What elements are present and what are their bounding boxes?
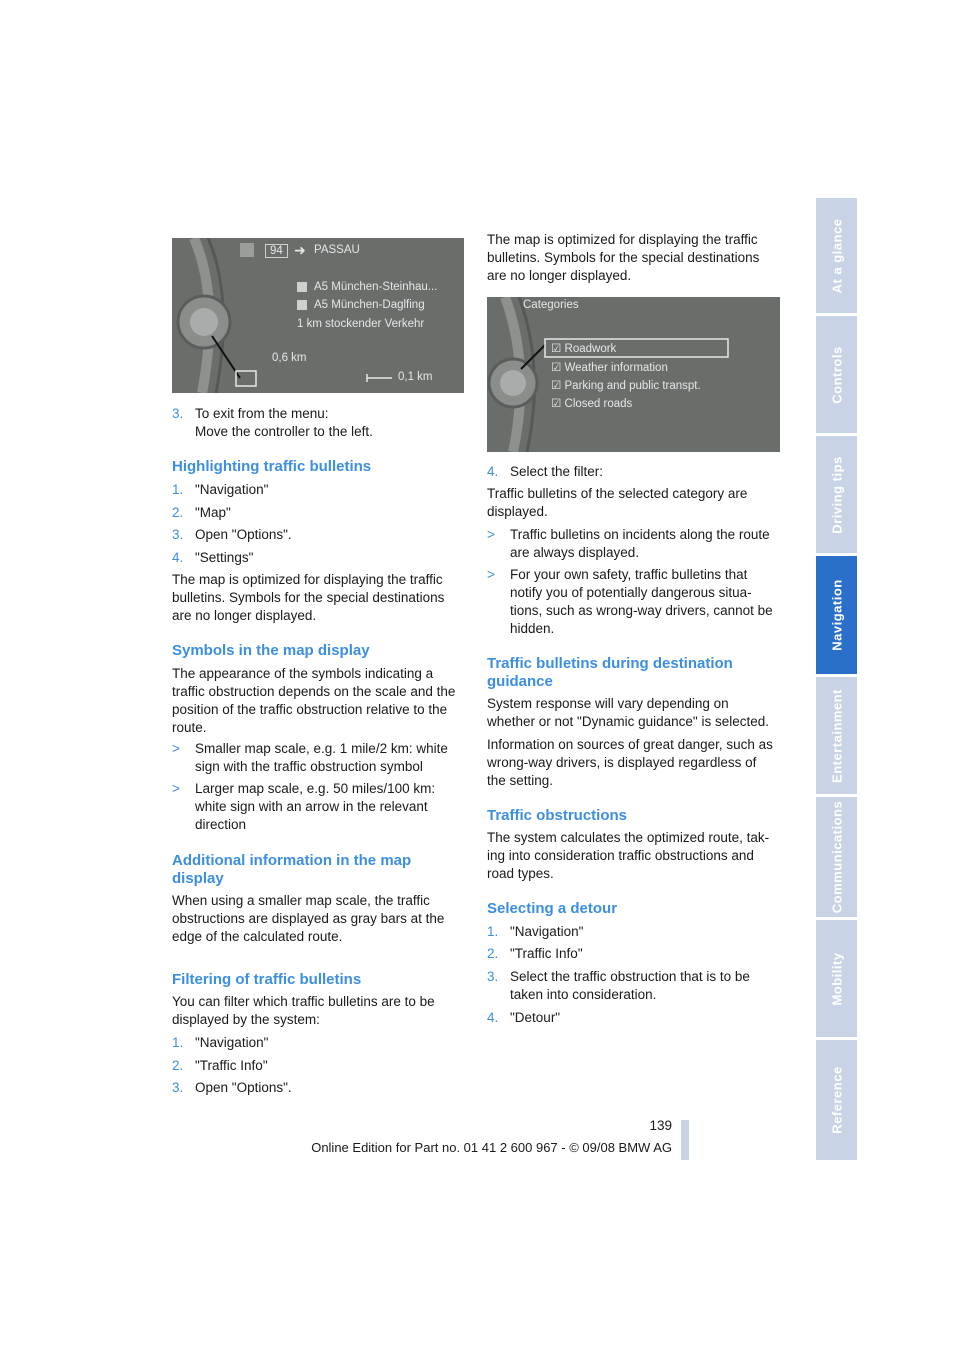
step-number: 4. (487, 464, 499, 479)
bullet-item (487, 566, 780, 638)
text-line: displayed. (487, 504, 548, 519)
text-line: obstructions are displayed as gray bars at the (172, 911, 445, 926)
step-text: "Traffic Info" (510, 946, 583, 961)
text-line: direction (195, 817, 247, 832)
map-display-screenshot (172, 238, 464, 393)
traffic-line-2: A5 München-Daglfing (314, 299, 425, 311)
tab-label: Driving tips (829, 455, 844, 534)
step-number: 4. (487, 1010, 499, 1025)
heading-additional (172, 852, 411, 888)
tab-reference[interactable] (816, 1040, 857, 1160)
step-number: 2. (487, 946, 499, 961)
heading-guidance (487, 655, 733, 691)
bullet-item (172, 740, 464, 776)
text-line: are no longer displayed. (487, 268, 632, 283)
text-line: bulletins. Symbols for the special destinations (487, 250, 760, 265)
list-item (172, 1034, 464, 1052)
text-line: displayed by the system: (172, 1012, 320, 1027)
text-line: You can filter which traffic bulletins are to be (172, 994, 435, 1009)
text-line: For your own safety, traffic bulletins that (510, 567, 748, 582)
tab-controls[interactable] (816, 316, 857, 433)
bullet-item (172, 780, 464, 834)
text-line: System response will vary depending on (487, 696, 729, 711)
category-item[interactable] (551, 396, 632, 410)
paragraph (172, 571, 444, 625)
heading-highlighting: Highlighting traffic bulletins (172, 458, 372, 475)
text-line: Traffic bulletins of the selected category are (487, 486, 748, 501)
checkbox-icon: ☑ (551, 362, 562, 374)
tab-label: Communications (829, 800, 844, 914)
category-item[interactable] (551, 360, 668, 374)
step-text: "Settings" (195, 550, 254, 565)
arrow-right-icon: ➜ (294, 242, 306, 258)
step-number: 1. (172, 1035, 184, 1050)
heading-filtering: Filtering of traffic bulletins (172, 971, 362, 988)
paragraph (487, 485, 747, 521)
heading-obstructions: Traffic obstructions (487, 807, 628, 824)
footer-marker (681, 1120, 689, 1160)
step-number: 3. (172, 527, 184, 542)
heading-detour: Selecting a detour (487, 900, 618, 917)
step-text: Select the traffic obstruction that is to be (510, 969, 750, 984)
checkbox-icon: ☑ (551, 380, 562, 392)
text-line: hidden. (510, 621, 555, 636)
paragraph (172, 892, 444, 946)
text-line: route. (172, 720, 207, 735)
tab-label: Mobility (829, 951, 844, 1006)
step-text: "Navigation" (195, 1035, 269, 1050)
step-text: "Detour" (510, 1010, 561, 1025)
text-line: bulletins. Symbols for the special destinations (172, 590, 445, 605)
list-item (172, 481, 464, 499)
text-line: sign with the traffic obstruction symbol (195, 759, 423, 774)
list-item (487, 968, 780, 1004)
paragraph (172, 665, 455, 737)
text-line: tions, such as wrong-way drivers, cannot be (510, 603, 773, 618)
text-line: wrong-way drivers, is displayed regardless of (487, 755, 757, 770)
step-text: "Navigation" (510, 924, 584, 939)
step-number: 1. (172, 482, 184, 497)
step-text: Open "Options". (195, 527, 292, 542)
category-item[interactable] (551, 378, 701, 392)
step-number: 3. (172, 406, 184, 421)
heading-line: Traffic bulletins during destination (487, 655, 733, 672)
text-line: Traffic bulletins on incidents along the route (510, 527, 770, 542)
text-line: The appearance of the symbols indicating a (172, 666, 434, 681)
page-number: 139 (649, 1118, 672, 1133)
heading-line: guidance (487, 673, 553, 690)
step-text: "Traffic Info" (195, 1058, 268, 1073)
step-subtext: taken into consideration. (510, 987, 657, 1002)
heading-symbols: Symbols in the map display (172, 642, 370, 659)
paragraph (487, 829, 769, 883)
heading-line: Additional information in the map (172, 852, 412, 869)
list-item (172, 526, 464, 544)
list-item (172, 1079, 464, 1097)
step-number: 3. (487, 969, 499, 984)
text-line: The map is optimized for displaying the traffic (172, 572, 443, 587)
paragraph (487, 695, 769, 731)
scale-label: 0,1 km (398, 371, 433, 383)
category-item[interactable] (551, 341, 616, 355)
step-text: "Map" (195, 505, 231, 520)
bullet-marker: > (172, 781, 180, 796)
text-line: ing into consideration traffic obstructions and (487, 848, 754, 863)
paragraph (487, 736, 773, 790)
text-line: traffic obstruction depends on the scale and the (172, 684, 456, 699)
step-text: To exit from the menu: (195, 406, 329, 421)
tab-label: Reference (829, 1066, 844, 1134)
step-number: 2. (172, 505, 184, 520)
list-item (172, 549, 464, 567)
tab-label: Navigation (829, 579, 844, 651)
text-line: The system calculates the optimized route, tak- (487, 830, 770, 845)
checkbox-icon: ☑ (551, 398, 562, 410)
text-line: When using a smaller map scale, the traffic (172, 893, 430, 908)
exit-step (172, 405, 464, 441)
categories-graphic (487, 297, 780, 452)
text-line: are no longer displayed. (172, 608, 317, 623)
tab-mobility[interactable] (816, 920, 857, 1037)
list-item (487, 1009, 780, 1027)
list-item (172, 504, 464, 522)
text-line: position of the traffic obstruction relative to the (172, 702, 448, 717)
text-line: are always displayed. (510, 545, 640, 560)
step-number: 2. (172, 1058, 184, 1073)
paragraph (487, 231, 759, 285)
list-item (487, 923, 780, 941)
paragraph (172, 993, 435, 1029)
text-line: Larger map scale, e.g. 50 miles/100 km: (195, 781, 436, 796)
bullet-marker: > (487, 527, 495, 542)
bullet-marker: > (172, 741, 180, 756)
text-line: road types. (487, 866, 554, 881)
tab-driving-tips[interactable] (816, 436, 857, 553)
text-line: the setting. (487, 773, 554, 788)
step-number: 1. (487, 924, 499, 939)
bullet-item (487, 526, 780, 562)
category-label: Closed roads (564, 398, 633, 410)
tab-communications[interactable] (816, 797, 857, 917)
traffic-line-3: 1 km stockender Verkehr (297, 318, 425, 330)
text-line: whether or not "Dynamic guidance" is selected. (487, 714, 769, 729)
bullet-marker: > (487, 567, 495, 582)
category-label: Weather information (564, 362, 668, 374)
checkbox-icon: ☑ (551, 343, 562, 355)
road-number: 94 (265, 244, 288, 258)
categories-screenshot (487, 297, 780, 452)
heading-line: display (172, 870, 224, 887)
step-text: Select the filter: (510, 464, 604, 479)
step-number: 4. (172, 550, 184, 565)
step-subtext: Move the controller to the left. (195, 424, 373, 439)
edition-footer: Online Edition for Part no. 01 41 2 600 967 - © 09/08 BMW AG (311, 1140, 672, 1155)
destination-label: PASSAU (314, 244, 360, 256)
text-line: notify you of potentially dangerous situa- (510, 585, 752, 600)
map-graphic (172, 238, 464, 393)
traffic-line-1: A5 München-Steinhau... (314, 281, 438, 293)
list-item (487, 463, 780, 481)
text-line: Smaller map scale, e.g. 1 mile/2 km: white (195, 741, 448, 756)
text-line: edge of the calculated route. (172, 929, 343, 944)
step-number: 3. (172, 1080, 184, 1095)
tab-at-a-glance[interactable] (816, 198, 857, 313)
text-line: The map is optimized for displaying the traffic (487, 232, 758, 247)
tab-label: Entertainment (829, 688, 844, 783)
tab-navigation[interactable] (816, 556, 857, 674)
category-label: Roadwork (564, 343, 617, 355)
categories-title: Categories (523, 299, 579, 311)
tab-label: Controls (829, 345, 844, 404)
step-text: Open "Options". (195, 1080, 292, 1095)
step-text: "Navigation" (195, 482, 269, 497)
category-label: Parking and public transpt. (564, 380, 701, 392)
distance-label: 0,6 km (272, 352, 307, 364)
list-item (487, 945, 780, 963)
text-line: Information on sources of great danger, such as (487, 737, 773, 752)
text-line: white sign with an arrow in the relevant (195, 799, 428, 814)
tab-entertainment[interactable] (816, 677, 857, 794)
tab-label: At a glance (829, 218, 844, 293)
list-item (172, 1057, 464, 1075)
